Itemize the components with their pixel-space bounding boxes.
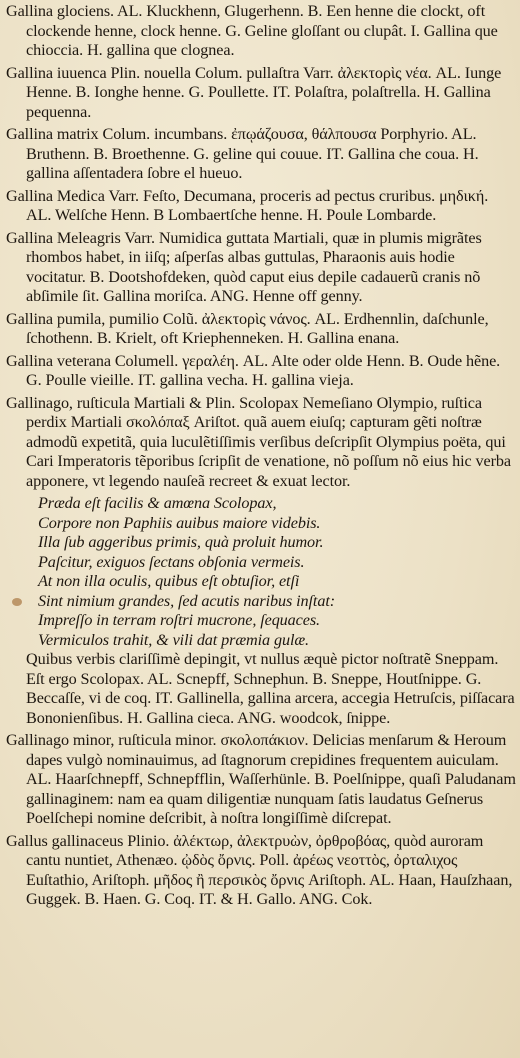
entry-gallinago-continued: Quibus verbis clariſſimè depingit, vt nullus æquè pictor noſtratẽ Sneppam. Eſt ergo Scolopax. AL. Scnepff, Schnephun. B. Sneppe, Houtſnippe. G. Beccaſſe, vi de coq. IT. Gallinella, gallina arcera, accegia Hetruſcis, piſſacara Bononienſibus. H. Gallina cieca. ANG. woodcok, ſnippe. xyxy=(26,650,515,727)
poem-line: Corpore non Paphiis auibus maiore videbis. xyxy=(38,513,321,532)
ink-stain xyxy=(12,598,22,606)
entry-gallina-veterana: Gallina veterana Columell. γεραλέη. AL. Alte oder olde Henn. B. Oude hẽne. G. Poulle vieille. IT. gallina vecha. H. gallina vieja. xyxy=(6,351,501,389)
poem-line: Illa ſub aggeribus primis, quà proluit humor. xyxy=(38,533,324,551)
entry-gallina-glociens: Gallina glociens. AL. Kluckhenn, Glugerhenn. B. Een henne die clockt, oft clockende henne, clock henne. G. Geline gloſſant ou clupât. I. Gallina que chioccia. H. gallina que clognea. xyxy=(6,2,498,59)
poem-line: At non illa oculis, quibus eſt obtuſior, etſi xyxy=(38,572,300,590)
entry-gallina-pumila: Gallina pumila, pumilio Colũ. ἀλεκτορὶς νάνος. AL. Erdhennlin, daſchunle, ſchothenn. B. Krielt, oft Kriephenneken. H. Gallina enana. xyxy=(6,309,489,347)
poem-line: Vermiculos trahit, & vili dat præmia gulæ. xyxy=(38,630,309,649)
poem-line: Præda eſt facilis & amœna Scolopax, xyxy=(38,494,277,512)
entry-gallina-meleagris: Gallina Meleagris Varr. Numidica guttata Martiali, quæ in plumis migrãtes rhombos habet, in iiſq; aſperſas albas guttulas, Pharaonis auis hodie vocitatur. B. Dootshofdeken, quòd caput eius depile cadauerũ cranis nõ abſimile ſit. Gallina moriſca. ANG. Henne off genny. xyxy=(6,228,482,305)
poem-line: Sint nimium grandes, ſed acutis naribus inſtat: xyxy=(38,591,336,610)
entry-gallina-medica: Gallina Medica Varr. Feſto, Decumana, proceris ad pectus cruribus. μηδική. AL. Welſche Henn. B Lombaertſche henne. H. Poule Lombarde. xyxy=(6,186,489,224)
poem-line: Impreſſo in terram roſtri mucrone, ſequaces. xyxy=(38,611,320,629)
entry-gallinago: Gallinago, ruſticula Martiali & Plin. Scolopax Nemeſiano Olympio, ruſtica perdix Martiali σκολόπαξ Ariſtot. quã auem eiuſq; capturam gẽti noſtræ admodũ expetitã, quia luculẽtiſſimis verſibus deſcripſit Olympius poëta, qui Cari Imperatoris tẽporibus ſcripſit de venatione, nõ poſſum nõ eius hic verba apponere, vt legendo nauſeã recreet & exuat lector. xyxy=(6,393,511,490)
poem-line: Paſcitur, exiguos ſectans obſonia vermeis. xyxy=(38,552,305,571)
entry-gallinago-minor: Gallinago minor, ruſticula minor. σκολοπάκιον. Delicias menſarum & Heroum dapes vulgò nominauimus, ad ſtagnorum crepidines frequentem auiculam. AL. Haarſchnepff, Schnepfflin, Waſſerhünle. B. Poelſnippe, quaſi Paludanam gallinaginem: nam ea quam diligentiæ nunquam ſatis laudatus Geſnerus Poelſchepi nomine deſcribit, à noſtra longiſſimè diſcrepat. xyxy=(6,731,516,827)
entry-gallina-iuuenca: Gallina iuuenca Plin. nouella Colum. pullaſtra Varr. ἀλεκτορὶς νέα. AL. Iunge Henne. B. Ionghe henne. G. Poullette. IT. Polaſtra, polaſtrella. H. Gallina pequenna. xyxy=(6,63,502,121)
entry-gallus-gallinaceus: Gallus gallinaceus Plinio. ἀλέκτωρ, ἀλεκτρυὼν, ὀρθροβόας, quòd auroram cantu nuntiet, Athenæo. ᾠδὸς ὄρνις. Poll. ἀρέως νεοττὸς, ὀρταλιχος Euſtathio, Ariſtoph. μῆδος ἢ περσικὸς ὄρνις Ariſtoph. AL. Haan, Hauſzhaan, Guggek. B. Haen. G. Coq. IT. & H. Gallo. ANG. Cok. xyxy=(6,831,513,908)
entry-gallina-matrix: Gallina matrix Colum. incumbans. ἐπῳάζουσα, θάλπουσα Porphyrio. AL. Bruthenn. B. Broethenne. G. geline qui couue. IT. Gallina che coua. H. gallina aſſentadera ſobre el hueuo. xyxy=(6,125,479,182)
